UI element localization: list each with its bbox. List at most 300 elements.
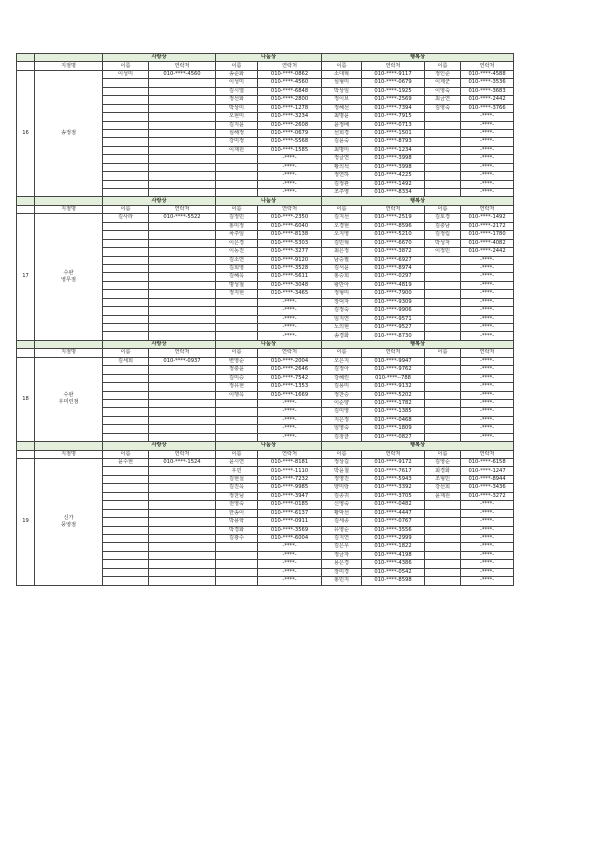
empty-cell [103, 425, 149, 433]
nanum-name [216, 543, 258, 551]
haengbok1-name: 심형미 [322, 79, 362, 87]
haengbok2-contact: -****- [461, 324, 514, 332]
haengbok1-contact: 010-****-4198 [362, 551, 425, 559]
haengbok2-contact: -****- [461, 425, 514, 433]
haengbok1-name: 김정아 [322, 366, 362, 374]
nanum-contact: 010-****-7542 [258, 374, 322, 382]
nanum-name: 차주임 [216, 231, 258, 239]
empty-cell [149, 408, 216, 416]
empty-cell [149, 96, 216, 104]
empty-cell [103, 239, 149, 247]
haengbok2-name [425, 399, 461, 407]
nanum-name: 우민 [216, 467, 258, 475]
haengbok1-contact: 010-****-1822 [362, 543, 425, 551]
haengbok1-name: 황의석 [322, 163, 362, 171]
contact-column-header: 연락처 [149, 450, 216, 458]
haengbok2-contact: -****- [461, 551, 514, 559]
empty-cell [149, 248, 216, 256]
haengbok2-contact: -****- [461, 501, 514, 509]
nanum-contact: 010-****-9985 [258, 484, 322, 492]
haengbok1-name: 김은우 [322, 543, 362, 551]
empty-cell [149, 239, 216, 247]
branch-name [35, 459, 103, 586]
haengbok2-name: 이정민 [425, 248, 461, 256]
nanum-name: 전영숙 [216, 501, 258, 509]
nanum-name [216, 399, 258, 407]
haengbok1-name: 임영숙 [322, 425, 362, 433]
empty-cell [103, 79, 149, 87]
empty-cell [103, 231, 149, 239]
column-header-row [17, 450, 514, 458]
branch-column-header: 지점명 [35, 349, 103, 357]
empty-cell [149, 281, 216, 289]
haengbok1-name: 양미랑 [322, 484, 362, 492]
section-number: 19 [17, 459, 35, 586]
haengbok2-contact: -****- [461, 264, 514, 272]
branch-column-header: 지점명 [35, 62, 103, 70]
nanum-name: 박경화 [216, 526, 258, 534]
empty-cell [149, 425, 216, 433]
blank-cell [35, 340, 103, 348]
contact-column-header: 연락처 [461, 349, 514, 357]
group-nanum-header: 나눔상 [216, 197, 322, 205]
haengbok1-contact: 010-****-8596 [362, 222, 425, 230]
nanum-name [216, 298, 258, 306]
name-column-header: 이름 [322, 349, 362, 357]
nanum-name [216, 332, 258, 340]
nanum-contact: 010-****-3048 [258, 281, 322, 289]
contact-column-header: 연락처 [461, 450, 514, 458]
empty-cell [103, 87, 149, 95]
haengbok2-contact: -****- [461, 416, 514, 424]
blank-cell [17, 62, 35, 70]
group-haengbok-header: 행복상 [322, 442, 514, 450]
nanum-name: 강미정 [216, 138, 258, 146]
nanum-name: 김시열 [216, 87, 258, 95]
nanum-name [216, 433, 258, 441]
contact-column-header: 연락처 [149, 205, 216, 213]
empty-cell [149, 163, 216, 171]
haengbok1-name: 조주영 [322, 189, 362, 197]
branch-name-line: 풍영점 [60, 521, 77, 528]
haengbok1-name: 오경현 [322, 222, 362, 230]
haengbok1-contact: 010-****-9571 [362, 315, 425, 323]
nanum-contact: 010-****-8138 [258, 231, 322, 239]
award-group-header-row [17, 197, 514, 205]
haengbok2-contact: -****- [461, 526, 514, 534]
empty-cell [149, 551, 216, 559]
haengbok1-name: 김정숙 [322, 307, 362, 315]
nanum-name: 김현실 [216, 475, 258, 483]
haengbok2-name [425, 256, 461, 264]
haengbok2-name: 윤재원 [425, 492, 461, 500]
haengbok2-name [425, 146, 461, 154]
empty-cell [103, 146, 149, 154]
nanum-contact: -****- [258, 416, 322, 424]
group-haengbok-header: 행복상 [322, 197, 514, 205]
group-nanum-header: 나눔상 [216, 54, 322, 62]
haengbok1-contact: 010-****-1809 [362, 425, 425, 433]
nanum-name: 변영순 [216, 357, 258, 365]
nanum-contact: -****- [258, 298, 322, 306]
haengbok1-contact: 010-****-4386 [362, 560, 425, 568]
haengbok1-name: 김창균 [322, 433, 362, 441]
empty-cell [103, 96, 149, 104]
haengbok2-name [425, 138, 461, 146]
haengbok2-contact: -****- [461, 155, 514, 163]
nanum-name: 정충윤 [216, 366, 258, 374]
haengbok1-contact: 010-****-0468 [362, 416, 425, 424]
haengbok1-name: 신영숙 [322, 501, 362, 509]
empty-cell [103, 467, 149, 475]
haengbok2-name [425, 526, 461, 534]
name-column-header: 이름 [216, 450, 258, 458]
haengbok1-contact: 010-****-8334 [362, 189, 425, 197]
empty-cell [103, 290, 149, 298]
haengbok1-contact: 010-****-8598 [362, 577, 425, 585]
haengbok2-contact: -****- [461, 138, 514, 146]
haengbok1-name: 김민혁 [322, 239, 362, 247]
name-column-header: 이름 [103, 205, 149, 213]
haengbok1-contact: 010-****-8974 [362, 264, 425, 272]
haengbok1-name: 지은정 [322, 416, 362, 424]
haengbok2-name: 김충남 [425, 222, 461, 230]
haengbok1-contact: 010-****-1492 [362, 180, 425, 188]
haengbok1-name: 김정관 [322, 180, 362, 188]
nanum-name: 정선화 [216, 96, 258, 104]
award-group-header-row [17, 442, 514, 450]
empty-cell [149, 113, 216, 121]
nanum-contact: 010-****-1110 [258, 467, 322, 475]
haengbok1-name: 김세종 [322, 518, 362, 526]
empty-cell [103, 408, 149, 416]
haengbok1-contact: 010-****-3556 [362, 526, 425, 534]
empty-cell [103, 526, 149, 534]
haengbok2-contact: 010-****-4082 [461, 239, 514, 247]
haengbok1-contact: 010-****-0713 [362, 121, 425, 129]
nanum-contact: 010-****-2350 [258, 214, 322, 222]
haengbok1-name: 용은경 [322, 560, 362, 568]
haengbok2-name [425, 189, 461, 197]
haengbok2-name: 정인준 [425, 70, 461, 78]
column-header-row [17, 349, 514, 357]
contact-column-header: 연락처 [149, 349, 216, 357]
haengbok1-contact: 010-****-3392 [362, 484, 425, 492]
empty-cell [103, 577, 149, 585]
contact-column-header: 연락처 [258, 349, 322, 357]
nanum-name: 이동진 [216, 248, 258, 256]
branch-name-line: 우미린점 [58, 399, 79, 406]
blank-cell [35, 54, 103, 62]
nanum-contact: 010-****-5303 [258, 239, 322, 247]
nanum-contact: -****- [258, 408, 322, 416]
nanum-contact: 010-****-2608 [258, 121, 322, 129]
nanum-contact: 010-****-6137 [258, 509, 322, 517]
nanum-contact: 010-****-2646 [258, 366, 322, 374]
nanum-name: 윤시연 [216, 459, 258, 467]
empty-cell [149, 568, 216, 576]
nanum-contact: 010-****-8181 [258, 459, 322, 467]
haengbok1-contact: 010-****-5202 [362, 391, 425, 399]
haengbok2-name [425, 155, 461, 163]
empty-cell [103, 129, 149, 137]
haengbok1-contact: 010-****-9309 [362, 298, 425, 306]
empty-cell [103, 113, 149, 121]
nanum-name: 정찬님 [216, 492, 258, 500]
nanum-name: 김희영 [216, 264, 258, 272]
name-column-header: 이름 [322, 205, 362, 213]
haengbok2-name [425, 180, 461, 188]
nanum-contact: -****- [258, 577, 322, 585]
haengbok1-contact: 010-****-4225 [362, 172, 425, 180]
empty-cell [103, 155, 149, 163]
haengbok2-contact: 010-****-6158 [461, 459, 514, 467]
haengbok2-contact: -****- [461, 543, 514, 551]
haengbok2-name: 최금연 [425, 96, 461, 104]
haengbok2-contact: 010-****-2442 [461, 248, 514, 256]
haengbok1-contact: 010-****-0767 [362, 518, 425, 526]
haengbok2-name [425, 501, 461, 509]
group-sarang-header: 사랑상 [103, 54, 216, 62]
nanum-contact: -****- [258, 425, 322, 433]
haengbok1-contact: 010-****-9947 [362, 357, 425, 365]
haengbok1-contact: 010-****-9172 [362, 459, 425, 467]
empty-cell [149, 433, 216, 441]
haengbok2-contact: 010-****-3272 [461, 492, 514, 500]
haengbok1-name: 정연하 [322, 172, 362, 180]
empty-cell [103, 121, 149, 129]
group-sarang-header: 사랑상 [103, 340, 216, 348]
haengbok2-name [425, 113, 461, 121]
haengbok2-name: 김정림 [425, 231, 461, 239]
haengbok1-name: 소대혁 [322, 70, 362, 78]
empty-cell [149, 264, 216, 272]
haengbok1-contact: 010-****-5943 [362, 475, 425, 483]
award-group-header-row [17, 340, 514, 348]
empty-cell [149, 475, 216, 483]
branch-name-line: 영무점 [60, 277, 77, 284]
haengbok1-name: 김지선 [322, 214, 362, 222]
empty-cell [149, 332, 216, 340]
haengbok2-contact: 010-****-1492 [461, 214, 514, 222]
nanum-contact: 010-****-3947 [258, 492, 322, 500]
haengbok1-contact: 010-****-0482 [362, 501, 425, 509]
nanum-contact: 010-****-0911 [258, 518, 322, 526]
blank-cell [17, 349, 35, 357]
nanum-contact: 010-****-3569 [258, 526, 322, 534]
empty-cell [103, 273, 149, 281]
empty-cell [149, 492, 216, 500]
sarang-name: 이성미 [103, 70, 149, 78]
award-group-header-row [17, 54, 514, 62]
empty-cell [103, 180, 149, 188]
nanum-contact: 010-****-4560 [258, 79, 322, 87]
haengbok2-name: 김영순 [425, 459, 461, 467]
empty-cell [103, 172, 149, 180]
nanum-contact: 010-****-6040 [258, 222, 322, 230]
haengbok1-name: 정영진 [322, 475, 362, 483]
haengbok2-name [425, 298, 461, 306]
blank-cell [17, 450, 35, 458]
nanum-contact: -****- [258, 189, 322, 197]
empty-cell [149, 324, 216, 332]
nanum-name: 정유현 [216, 383, 258, 391]
haengbok1-name: 박윤철 [322, 467, 362, 475]
blank-cell [17, 197, 35, 205]
empty-cell [149, 543, 216, 551]
empty-cell [103, 248, 149, 256]
nanum-contact: -****- [258, 315, 322, 323]
haengbok1-name: 정찬승 [322, 391, 362, 399]
nanum-name: 김진옥 [216, 484, 258, 492]
nanum-contact: 010-****-5568 [258, 138, 322, 146]
empty-cell [103, 492, 149, 500]
haengbok1-name: 정이브 [322, 96, 362, 104]
haengbok1-contact: 010-****-9762 [362, 366, 425, 374]
table-row [17, 357, 514, 365]
haengbok1-contact: 010-****--788 [362, 374, 425, 382]
name-column-header: 이름 [103, 349, 149, 357]
haengbok1-name: 김용미 [322, 383, 362, 391]
nanum-name [216, 551, 258, 559]
haengbok2-contact: -****- [461, 281, 514, 289]
haengbok2-contact: 010-****-3683 [461, 87, 514, 95]
haengbok1-name: 남승필 [322, 256, 362, 264]
empty-cell [103, 298, 149, 306]
empty-cell [103, 543, 149, 551]
nanum-contact: -****- [258, 155, 322, 163]
empty-cell [103, 163, 149, 171]
empty-cell [149, 222, 216, 230]
empty-cell [149, 315, 216, 323]
haengbok2-contact: 010-****-1247 [461, 467, 514, 475]
group-sarang-header: 사랑상 [103, 197, 216, 205]
haengbok1-name: 정금자 [322, 551, 362, 559]
haengbok2-name: 최경화 [425, 467, 461, 475]
haengbok2-contact: -****- [461, 273, 514, 281]
empty-cell [149, 172, 216, 180]
name-column-header: 이름 [425, 62, 461, 70]
name-column-header: 이름 [216, 205, 258, 213]
haengbok2-contact: -****- [461, 298, 514, 306]
nanum-contact: 010-****-6848 [258, 87, 322, 95]
group-haengbok-header: 행복상 [322, 340, 514, 348]
haengbok1-contact: 010-****-8793 [362, 138, 425, 146]
haengbok1-name: 선희경 [322, 129, 362, 137]
haengbok1-name: 이순양 [322, 399, 362, 407]
contact-column-header: 연락처 [258, 62, 322, 70]
section-number: 16 [17, 70, 35, 197]
empty-cell [103, 332, 149, 340]
haengbok2-name [425, 509, 461, 517]
nanum-name: 송준화 [216, 70, 258, 78]
haengbok2-contact: -****- [461, 433, 514, 441]
haengbok2-contact: 010-****-8944 [461, 475, 514, 483]
empty-cell [149, 129, 216, 137]
nanum-name [216, 577, 258, 585]
nanum-name [216, 568, 258, 576]
haengbok2-contact: -****- [461, 568, 514, 576]
empty-cell [149, 155, 216, 163]
column-header-row [17, 62, 514, 70]
haengbok2-contact: 010-****-1780 [461, 231, 514, 239]
haengbok1-name: 김지연 [322, 534, 362, 542]
contact-column-header: 연락처 [362, 62, 425, 70]
nanum-name: 김광수 [216, 534, 258, 542]
contact-column-header: 연락처 [461, 205, 514, 213]
haengbok2-name: 조형민 [425, 475, 461, 483]
empty-cell [149, 79, 216, 87]
haengbok1-name: 박상임 [322, 87, 362, 95]
contact-column-header: 연락처 [258, 205, 322, 213]
haengbok1-name: 윤정배 [322, 121, 362, 129]
nanum-contact: 010-****-9120 [258, 256, 322, 264]
empty-cell [149, 189, 216, 197]
haengbok2-name [425, 129, 461, 137]
haengbok1-contact: 010-****-3998 [362, 155, 425, 163]
nanum-contact: -****- [258, 332, 322, 340]
empty-cell [149, 366, 216, 374]
nanum-name: 한송이 [216, 509, 258, 517]
haengbok2-contact: -****- [461, 129, 514, 137]
haengbok2-name [425, 273, 461, 281]
blank-cell [35, 197, 103, 205]
nanum-contact: 010-****-0862 [258, 70, 322, 78]
haengbok1-contact: 010-****-1385 [362, 408, 425, 416]
empty-cell [103, 281, 149, 289]
haengbok1-name: 정혜선 [322, 104, 362, 112]
nanum-name: 박용학 [216, 518, 258, 526]
haengbok2-contact: 010-****-2442 [461, 96, 514, 104]
haengbok2-contact: -****- [461, 113, 514, 121]
branch-name-line: 신가 [63, 514, 74, 521]
nanum-name: 박상미 [216, 104, 258, 112]
nanum-contact: 010-****-1669 [258, 391, 322, 399]
group-nanum-header: 나눔상 [216, 340, 322, 348]
nanum-contact: -****- [258, 163, 322, 171]
haengbok2-name [425, 568, 461, 576]
haengbok2-name [425, 163, 461, 171]
nanum-contact: 010-****-2800 [258, 96, 322, 104]
empty-cell [149, 534, 216, 542]
haengbok1-contact: 010-****-6670 [362, 239, 425, 247]
haengbok2-contact: -****- [461, 180, 514, 188]
haengbok2-name [425, 374, 461, 382]
haengbok1-contact: 010-****-2519 [362, 214, 425, 222]
haengbok2-contact: -****- [461, 172, 514, 180]
haengbok2-name [425, 121, 461, 129]
haengbok2-name [425, 518, 461, 526]
group-sarang-header: 사랑상 [103, 442, 216, 450]
empty-cell [149, 526, 216, 534]
empty-cell [149, 518, 216, 526]
empty-cell [103, 399, 149, 407]
haengbok1-name: 오지영 [322, 231, 362, 239]
haengbok2-contact: -****- [461, 163, 514, 171]
haengbok2-name [425, 366, 461, 374]
haengbok1-name: 장미경 [322, 568, 362, 576]
empty-cell [103, 518, 149, 526]
nanum-contact: 010-****-0679 [258, 129, 322, 137]
empty-cell [149, 501, 216, 509]
haengbok2-contact: 010-****-3536 [461, 79, 514, 87]
haengbok2-contact: -****- [461, 509, 514, 517]
haengbok2-name: 김영숙 [425, 104, 461, 112]
sarang-contact: 010-****-1524 [149, 459, 216, 467]
haengbok2-contact: -****- [461, 374, 514, 382]
haengbok1-contact: 010-****-2999 [362, 534, 425, 542]
nanum-contact: -****- [258, 180, 322, 188]
